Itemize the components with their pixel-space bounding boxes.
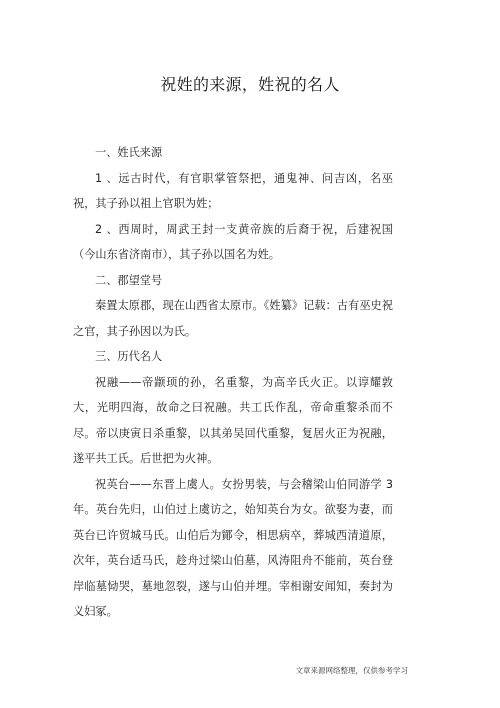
section-heading-hall: 二、郡望堂号 <box>95 273 163 287</box>
section-heading-famous: 三、历代名人 <box>95 350 163 363</box>
hall-paragraph: 秦置太原郡，现在山西省太原市。《姓纂》记载：古有巫史祝之官，其子孙因以为氏。 <box>73 299 393 338</box>
document-body <box>73 140 393 625</box>
origin-item-1: 1 、远古时代，有官职掌管祭把，通鬼神、问吉凶，名巫祝，其子孙以祖上官职为姓； <box>73 171 393 210</box>
page-title: 祝姓的来源，姓祝的名人 <box>160 75 340 94</box>
famous-person-zhurong: 祝融——帝颛顼的孙，名重黎，为高辛氏火正。以谆耀敦大，光明四海，故命之曰祝融。共工氏作乱，帝命重黎杀而不尽。帝以庚寅日杀重黎，以其弟吴回代重黎，复居火正为祝融，遂平共工氏。后世把为火神。 <box>73 375 393 465</box>
section-heading-origin: 一、姓氏来源 <box>95 146 163 159</box>
famous-person-zhuyingtai: 祝英台——东晋上虞人。女扮男装，与会稽梁山伯同游学 3 年。英台先归，山伯过上虞访之，始知英台为女。欲娶为妻，而英台已许贸城马氏。山伯后为鄮令，相思病卒，葬城西清道原，次年，英台适马氏，趁舟过梁山伯墓，风涛阻舟不能前，英台登岸临墓恸哭，墓地忽裂，遂与山伯并埋。宰相谢安闻知，奏封为义妇冢。 <box>73 477 393 618</box>
origin-item-2: 2 、西周时，周武王封一支黄帝族的后裔于祝，后建祝国（今山东省济南市），其子孙以国名为姓。 <box>73 222 393 261</box>
footer-note: 文章来源网络整理，仅供参考学习 <box>295 666 408 675</box>
